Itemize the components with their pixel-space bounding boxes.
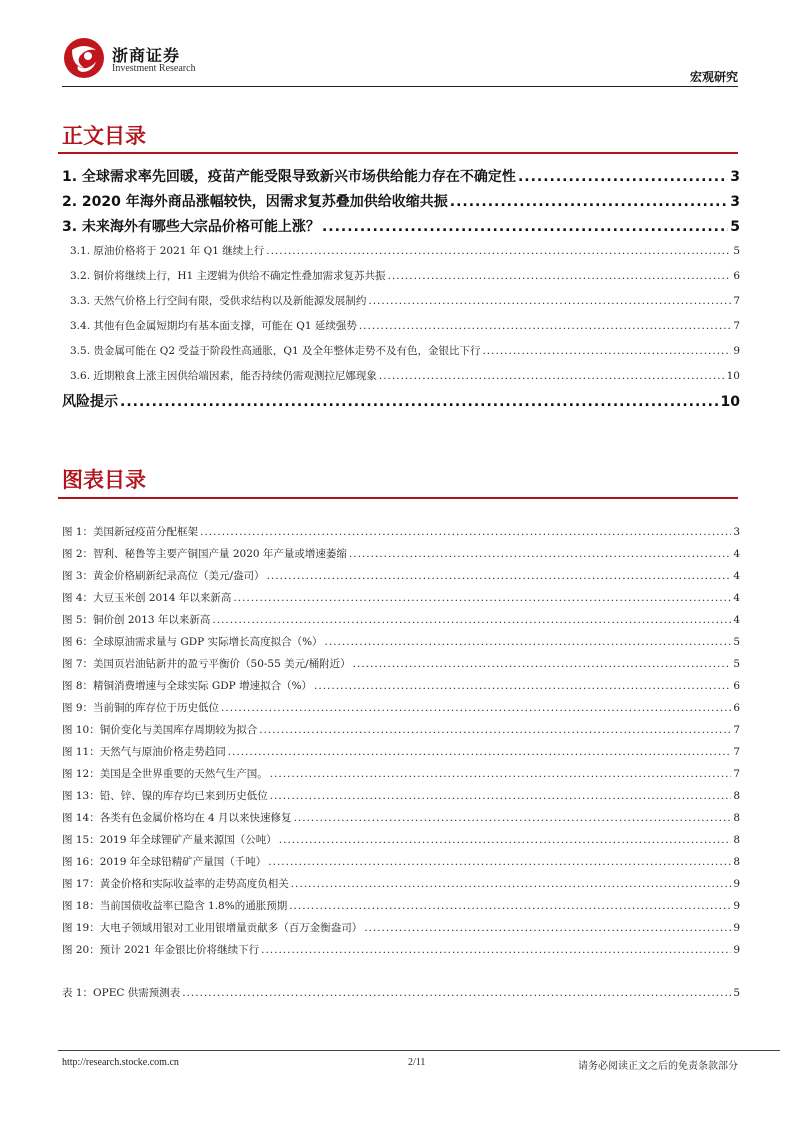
header-divider: [62, 86, 738, 87]
figures-title-divider: [58, 497, 738, 499]
figure-entry[interactable]: 图 19：大电子领域用银对工业用银增量贡献多（百万金衡盎司） ..... 9: [62, 920, 740, 935]
figure-entry[interactable]: 图 16：2019 年全球铅精矿产量国（千吨） ..... 8: [62, 854, 740, 869]
footer-disclaimer: 请务必阅读正文之后的免责条款部分: [578, 1061, 738, 1072]
figure-entry[interactable]: 图 13：铅、锌、镍的库存均已来到历史低位 ..... 8: [62, 788, 740, 803]
brand-name-cn: 浙商证券: [112, 46, 181, 65]
figure-entry[interactable]: 图 9：当前铜的库存位于历史低位 ..... 6: [62, 700, 740, 715]
toc-item[interactable]: 3. 未来海外有哪些大宗品价格可能上涨？ ..... 5: [62, 216, 740, 236]
footer-divider: [58, 1050, 780, 1051]
zheshang-logo-icon: [62, 36, 106, 80]
figure-entry[interactable]: 图 6：全球原油需求量与 GDP 实际增长高度拟合（%） ..... 5: [62, 634, 740, 649]
toc-title-divider: [58, 152, 738, 154]
figure-entry[interactable]: 图 10：铜价变化与美国库存周期较为拟合 ..... 7: [62, 722, 740, 737]
toc-subitem[interactable]: 3.1. 原油价格将于 2021 年 Q1 继续上行 ..... 5: [70, 243, 740, 258]
figures-title: 图表目录: [62, 468, 146, 492]
toc-item[interactable]: 风险提示 ..... 10: [62, 391, 740, 411]
figure-entry[interactable]: 图 17：黄金价格和实际收益率的走势高度负相关 ..... 9: [62, 876, 740, 891]
page-number: 2/11: [408, 1057, 426, 1068]
toc-subitem[interactable]: 3.5. 贵金属可能在 Q2 受益于阶段性高通胀，Q1 及全年整体走势不及有色，金银比下行 ..... 9: [70, 343, 740, 358]
figure-entry[interactable]: 图 12：美国是全世界重要的天然气生产国。 ..... 7: [62, 766, 740, 781]
figure-entry[interactable]: 图 14：各类有色金属价格均在 4 月以来快速修复 ..... 8: [62, 810, 740, 825]
figure-entry[interactable]: 图 8：精铜消费增速与全球实际 GDP 增速拟合（%） ..... 6: [62, 678, 740, 693]
figure-entry[interactable]: 图 11：天然气与原油价格走势趋同 ..... 7: [62, 744, 740, 759]
figure-entry[interactable]: 图 7：美国页岩油钻新井的盈亏平衡价（50-55 美元/桶附近） ..... 5: [62, 656, 740, 671]
figure-entry[interactable]: 图 15：2019 年全球锂矿产量来源国（公吨） ..... 8: [62, 832, 740, 847]
figure-entry[interactable]: 图 5：铜价创 2013 年以来新高 ..... 4: [62, 612, 740, 627]
toc-item[interactable]: 1. 全球需求率先回暖，疫苗产能受限导致新兴市场供给能力存在不确定性 ..... 3: [62, 166, 740, 186]
toc-item[interactable]: 2. 2020 年海外商品涨幅较快，因需求复苏叠加供给收缩共振 ..... 3: [62, 191, 740, 211]
toc-subitem[interactable]: 3.3. 天然气价格上行空间有限，受供求结构以及新能源发展制约 ..... 7: [70, 293, 740, 308]
footer-url[interactable]: http://research.stocke.com.cn: [62, 1057, 179, 1068]
report-type: 宏观研究: [689, 70, 738, 84]
toc-subitem[interactable]: 3.4. 其他有色金属短期均有基本面支撑，可能在 Q1 延续强势 ..... 7: [70, 318, 740, 333]
figure-entry[interactable]: 图 20：预计 2021 年金银比价将继续下行 ..... 9: [62, 942, 740, 957]
figure-entry[interactable]: 图 3：黄金价格刷新纪录高位（美元/盎司） ..... 4: [62, 568, 740, 583]
toc-title: 正文目录: [62, 124, 146, 148]
figure-entry[interactable]: 图 2：智利、秘鲁等主要产铜国产量 2020 年产量或增速萎缩 ..... 4: [62, 546, 740, 561]
table-entry[interactable]: 表 1：OPEC 供需预测表 ..... 5: [62, 985, 740, 1000]
figure-entry[interactable]: 图 4：大豆玉米创 2014 年以来新高 ..... 4: [62, 590, 740, 605]
toc-subitem[interactable]: 3.6. 近期粮食上涨主因供给端因素，能否持续仍需观测拉尼娜现象 ..... 10: [70, 368, 740, 383]
figure-entry[interactable]: 图 1：美国新冠疫苗分配框架 ..... 3: [62, 524, 740, 539]
brand-name-en: Investment Research: [112, 63, 196, 74]
toc-subitem[interactable]: 3.2. 铜价将继续上行，H1 主逻辑为供给不确定性叠加需求复苏共振 ..... 6: [70, 268, 740, 283]
figure-entry[interactable]: 图 18：当前国债收益率已隐含 1.8%的通胀预期 ..... 9: [62, 898, 740, 913]
page-header: [0, 0, 800, 92]
